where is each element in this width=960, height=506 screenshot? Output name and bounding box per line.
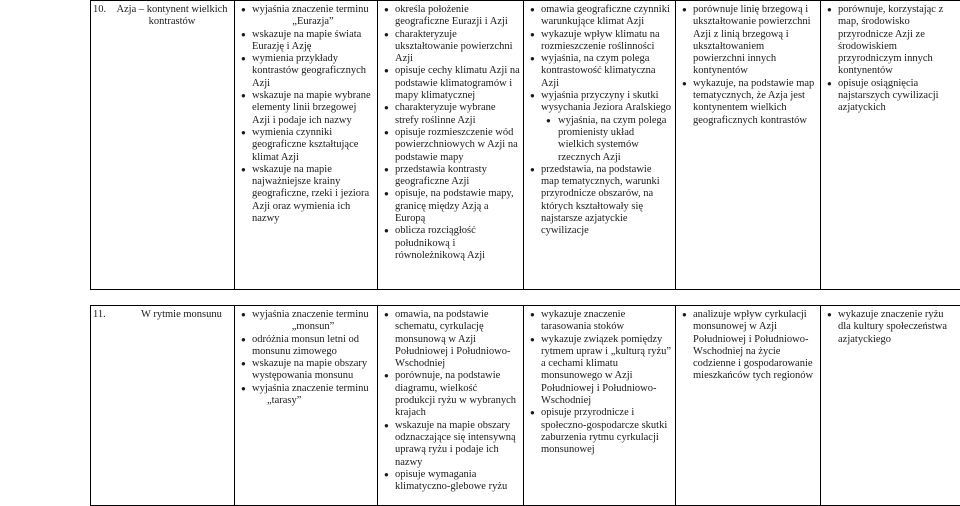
list-item: ● omawia, na podstawie schematu, cyrkulację monsunową w Azji Południowej i Południowo-Wschodniej — [382, 309, 520, 370]
list-item: ● przedstawia, na podstawie map tematycznych, warunki przyrodnicze obszarów, na których kształtowały się najstarsze azjatyckie cywilizacje — [528, 164, 672, 238]
list-item: ● wskazuje na mapie najważniejsze krainy geograficzne, rzeki i jeziora Azji oraz wymienia ich nazwy — [239, 164, 374, 225]
list-item: ● wykazuje, na podstawie map tematycznych, że Azja jest kontynentem wielkich geograficznych kontrastów — [680, 78, 817, 127]
requirements-basic-cell — [234, 305, 377, 506]
list-item: ● wskazuje na mapie świata Eurazję i Azję — [239, 29, 374, 54]
list-item: „Eurazja” — [292, 16, 334, 28]
list-item: ● porównuje linię brzegową i ukształtowanie powierzchni Azji z linią brzegową i ukształtowaniem powierzchni innych kontynentów — [680, 4, 817, 78]
list-item: ● wyjaśnia, na czym polega kontrastowość klimatyczna Azji — [528, 53, 672, 90]
list-item: ● wykazuje znaczenie tarasowania stoków — [528, 309, 672, 334]
requirements-expanding-cell — [523, 0, 675, 290]
requirements-outstanding-cell — [820, 305, 960, 506]
requirements-extended-cell — [377, 305, 523, 506]
list-item: ● wyjaśnia znaczenie terminu — [239, 4, 374, 16]
topic-title: W rytmie monsunu — [141, 309, 222, 320]
list-item: ● wyjaśnia znaczenie terminu — [239, 383, 374, 395]
list-item: ● wskazuje na mapie wybrane elementy linii brzegowej Azji i podaje ich nazwy — [239, 90, 374, 127]
list-item: ● wyjaśnia znaczenie terminu — [239, 309, 374, 321]
list-item: ● porównuje, na podstawie diagramu, wielkość produkcji ryżu w wybranych krajach — [382, 370, 520, 419]
topic-title: Azja – kontynent wielkich kontrastów — [116, 4, 228, 28]
list-item: ● omawia geograficzne czynniki warunkujące klimat Azji — [528, 4, 672, 29]
topic-cell — [90, 305, 234, 506]
topic-cell — [90, 0, 234, 290]
list-item: ● porównuje, korzystając z map, środowisko przyrodnicze Azji ze środowiskiem przyrodniczym innych kontynentów — [825, 4, 957, 78]
lesson-number: 10. — [93, 4, 107, 15]
requirements-outstanding-cell — [820, 0, 960, 290]
list-item: ● charakteryzuje wybrane strefy roślinne Azji — [382, 102, 520, 127]
list-item: ● oblicza rozciągłość południkową i równoleżnikową Azji — [382, 225, 520, 262]
list-item: ● odróżnia monsun letni od monsunu zimowego — [239, 334, 374, 359]
requirements-complete-cell — [675, 0, 820, 290]
list-item: ● wskazuje na mapie obszary odznaczające się intensywną uprawą ryżu i podaje ich nazwy — [382, 420, 520, 469]
list-item: „tarasy” — [267, 395, 302, 407]
list-item: ● wykazuje wpływ klimatu na rozmieszczenie roślinności — [528, 29, 672, 54]
list-item: ● charakteryzuje ukształtowanie powierzchni Azji — [382, 29, 520, 66]
list-item: ● wykazuje związek pomiędzy rytmem upraw i „kulturą ryżu” a cechami klimatu monsunowego w Azji Południowej i Południowo-Wschodniej — [528, 334, 672, 408]
list-item: ● opisuje rozmieszczenie wód powierzchniowych w Azji na podstawie mapy — [382, 127, 520, 164]
list-item: ● określa położenie geograficzne Eurazji i Azji — [382, 4, 520, 29]
list-item: ● opisuje osiągnięcia najstarszych cywilizacji azjatyckich — [825, 78, 957, 115]
list-item: ● wyjaśnia przyczyny i skutki wysychania Jeziora Aralskiego — [528, 90, 672, 115]
list-item: ● opisuje cechy klimatu Azji na podstawie klimatogramów i mapy klimatycznej — [382, 65, 520, 102]
requirements-extended-cell — [377, 0, 523, 290]
row-separator — [0, 290, 960, 305]
table-row-11 — [0, 305, 960, 506]
list-item: ● wskazuje na mapie obszary występowania monsunu — [239, 358, 374, 383]
list-item: ● przedstawia kontrasty geograficzne Azji — [382, 164, 520, 189]
requirements-expanding-cell — [523, 305, 675, 506]
list-item: ● wyjaśnia, na czym polega promienisty układ wielkich systemów rzecznych Azji — [528, 115, 672, 164]
list-item: ● opisuje przyrodnicze i społeczno-gospodarcze skutki zaburzenia rytmu cyrkulacji monsunowej — [528, 407, 672, 456]
list-item: ● opisuje wymagania klimatyczno-glebowe ryżu — [382, 469, 520, 494]
requirements-complete-cell — [675, 305, 820, 506]
requirements-basic-cell — [234, 0, 377, 290]
list-item: ● wykazuje znaczenie ryżu dla kultury społeczeństwa azjatyckiego — [825, 309, 957, 346]
lesson-number: 11. — [93, 309, 106, 320]
list-item: ● wymienia przykłady kontrastów geograficznych Azji — [239, 53, 374, 90]
list-item: ● opisuje, na podstawie mapy, granicę między Azją a Europą — [382, 188, 520, 225]
list-item: ● wymienia czynniki geograficzne kształtujące klimat Azji — [239, 127, 374, 164]
list-item: ● analizuje wpływ cyrkulacji monsunowej w Azji Południowej i Południowo-Wschodniej na życie codzienne i gospodarowanie mieszkańców tych regionów — [680, 309, 817, 383]
list-item: „monsun” — [291, 321, 335, 333]
